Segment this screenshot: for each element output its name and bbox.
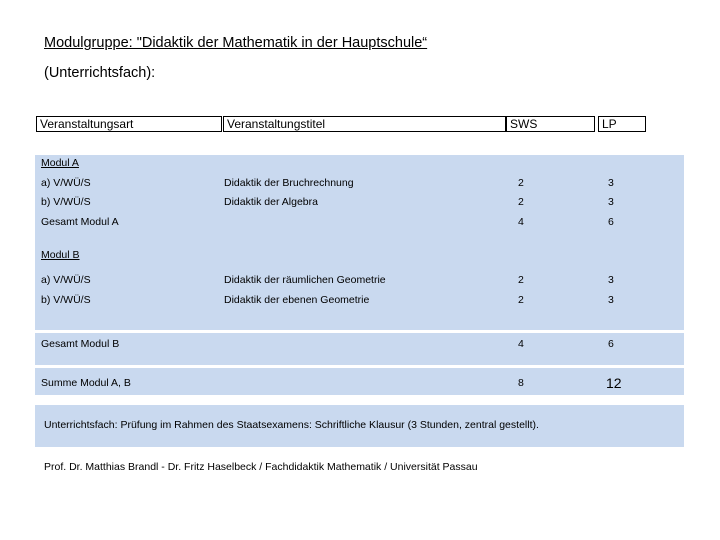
modul-b-row-2-titel: Didaktik der ebenen Geometrie xyxy=(224,294,370,306)
gesamt-modul-a-label: Gesamt Modul A xyxy=(41,216,119,228)
exam-note: Unterrichtsfach: Prüfung im Rahmen des Staatsexamens: Schriftliche Klausur (3 Stunden, zentral gestellt). xyxy=(44,419,539,431)
header-veranstaltungsart: Veranstaltungsart xyxy=(36,116,222,132)
summe-band xyxy=(35,368,684,395)
modul-b-row-2-sws: 2 xyxy=(518,294,524,306)
header-veranstaltungstitel: Veranstaltungstitel xyxy=(223,116,506,132)
modul-a-row-2-art: b) V/WÜ/S xyxy=(41,196,91,208)
modul-a-label: Modul A xyxy=(41,157,79,169)
summe-lp: 12 xyxy=(606,375,622,391)
gesamt-modul-a-lp: 6 xyxy=(608,216,614,228)
summe-label: Summe Modul A, B xyxy=(41,377,131,389)
modul-b-row-1-lp: 3 xyxy=(608,274,614,286)
modul-a-row-2-sws: 2 xyxy=(518,196,524,208)
modul-a-row-1-art: a) V/WÜ/S xyxy=(41,177,91,189)
gesamt-modul-b-sws: 4 xyxy=(518,338,524,350)
modul-b-row-1-art: a) V/WÜ/S xyxy=(41,274,91,286)
gesamt-modul-b-label: Gesamt Modul B xyxy=(41,338,120,350)
modul-a-row-2-lp: 3 xyxy=(608,196,614,208)
page-subtitle: (Unterrichtsfach): xyxy=(44,65,156,81)
modul-b-label: Modul B xyxy=(41,249,80,261)
gesamt-modul-b-lp: 6 xyxy=(608,338,614,350)
modul-b-row-2-art: b) V/WÜ/S xyxy=(41,294,91,306)
modul-a-row-2-titel: Didaktik der Algebra xyxy=(224,196,318,208)
modul-b-row-2-lp: 3 xyxy=(608,294,614,306)
gesamt-modul-a-sws: 4 xyxy=(518,216,524,228)
modul-a-row-1-titel: Didaktik der Bruchrechnung xyxy=(224,177,354,189)
header-sws: SWS xyxy=(506,116,595,132)
page-title: Modulgruppe: "Didaktik der Mathematik in der Hauptschule“ xyxy=(44,35,428,51)
modul-a-row-1-sws: 2 xyxy=(518,177,524,189)
modul-b-row-1-titel: Didaktik der räumlichen Geometrie xyxy=(224,274,386,286)
header-lp: LP xyxy=(598,116,646,132)
footer-credits: Prof. Dr. Matthias Brandl - Dr. Fritz Haselbeck / Fachdidaktik Mathematik / Universität Passau xyxy=(44,461,478,473)
summe-sws: 8 xyxy=(518,377,524,389)
modul-a-row-1-lp: 3 xyxy=(608,177,614,189)
gesamt-b-band xyxy=(35,333,684,365)
modul-b-row-1-sws: 2 xyxy=(518,274,524,286)
